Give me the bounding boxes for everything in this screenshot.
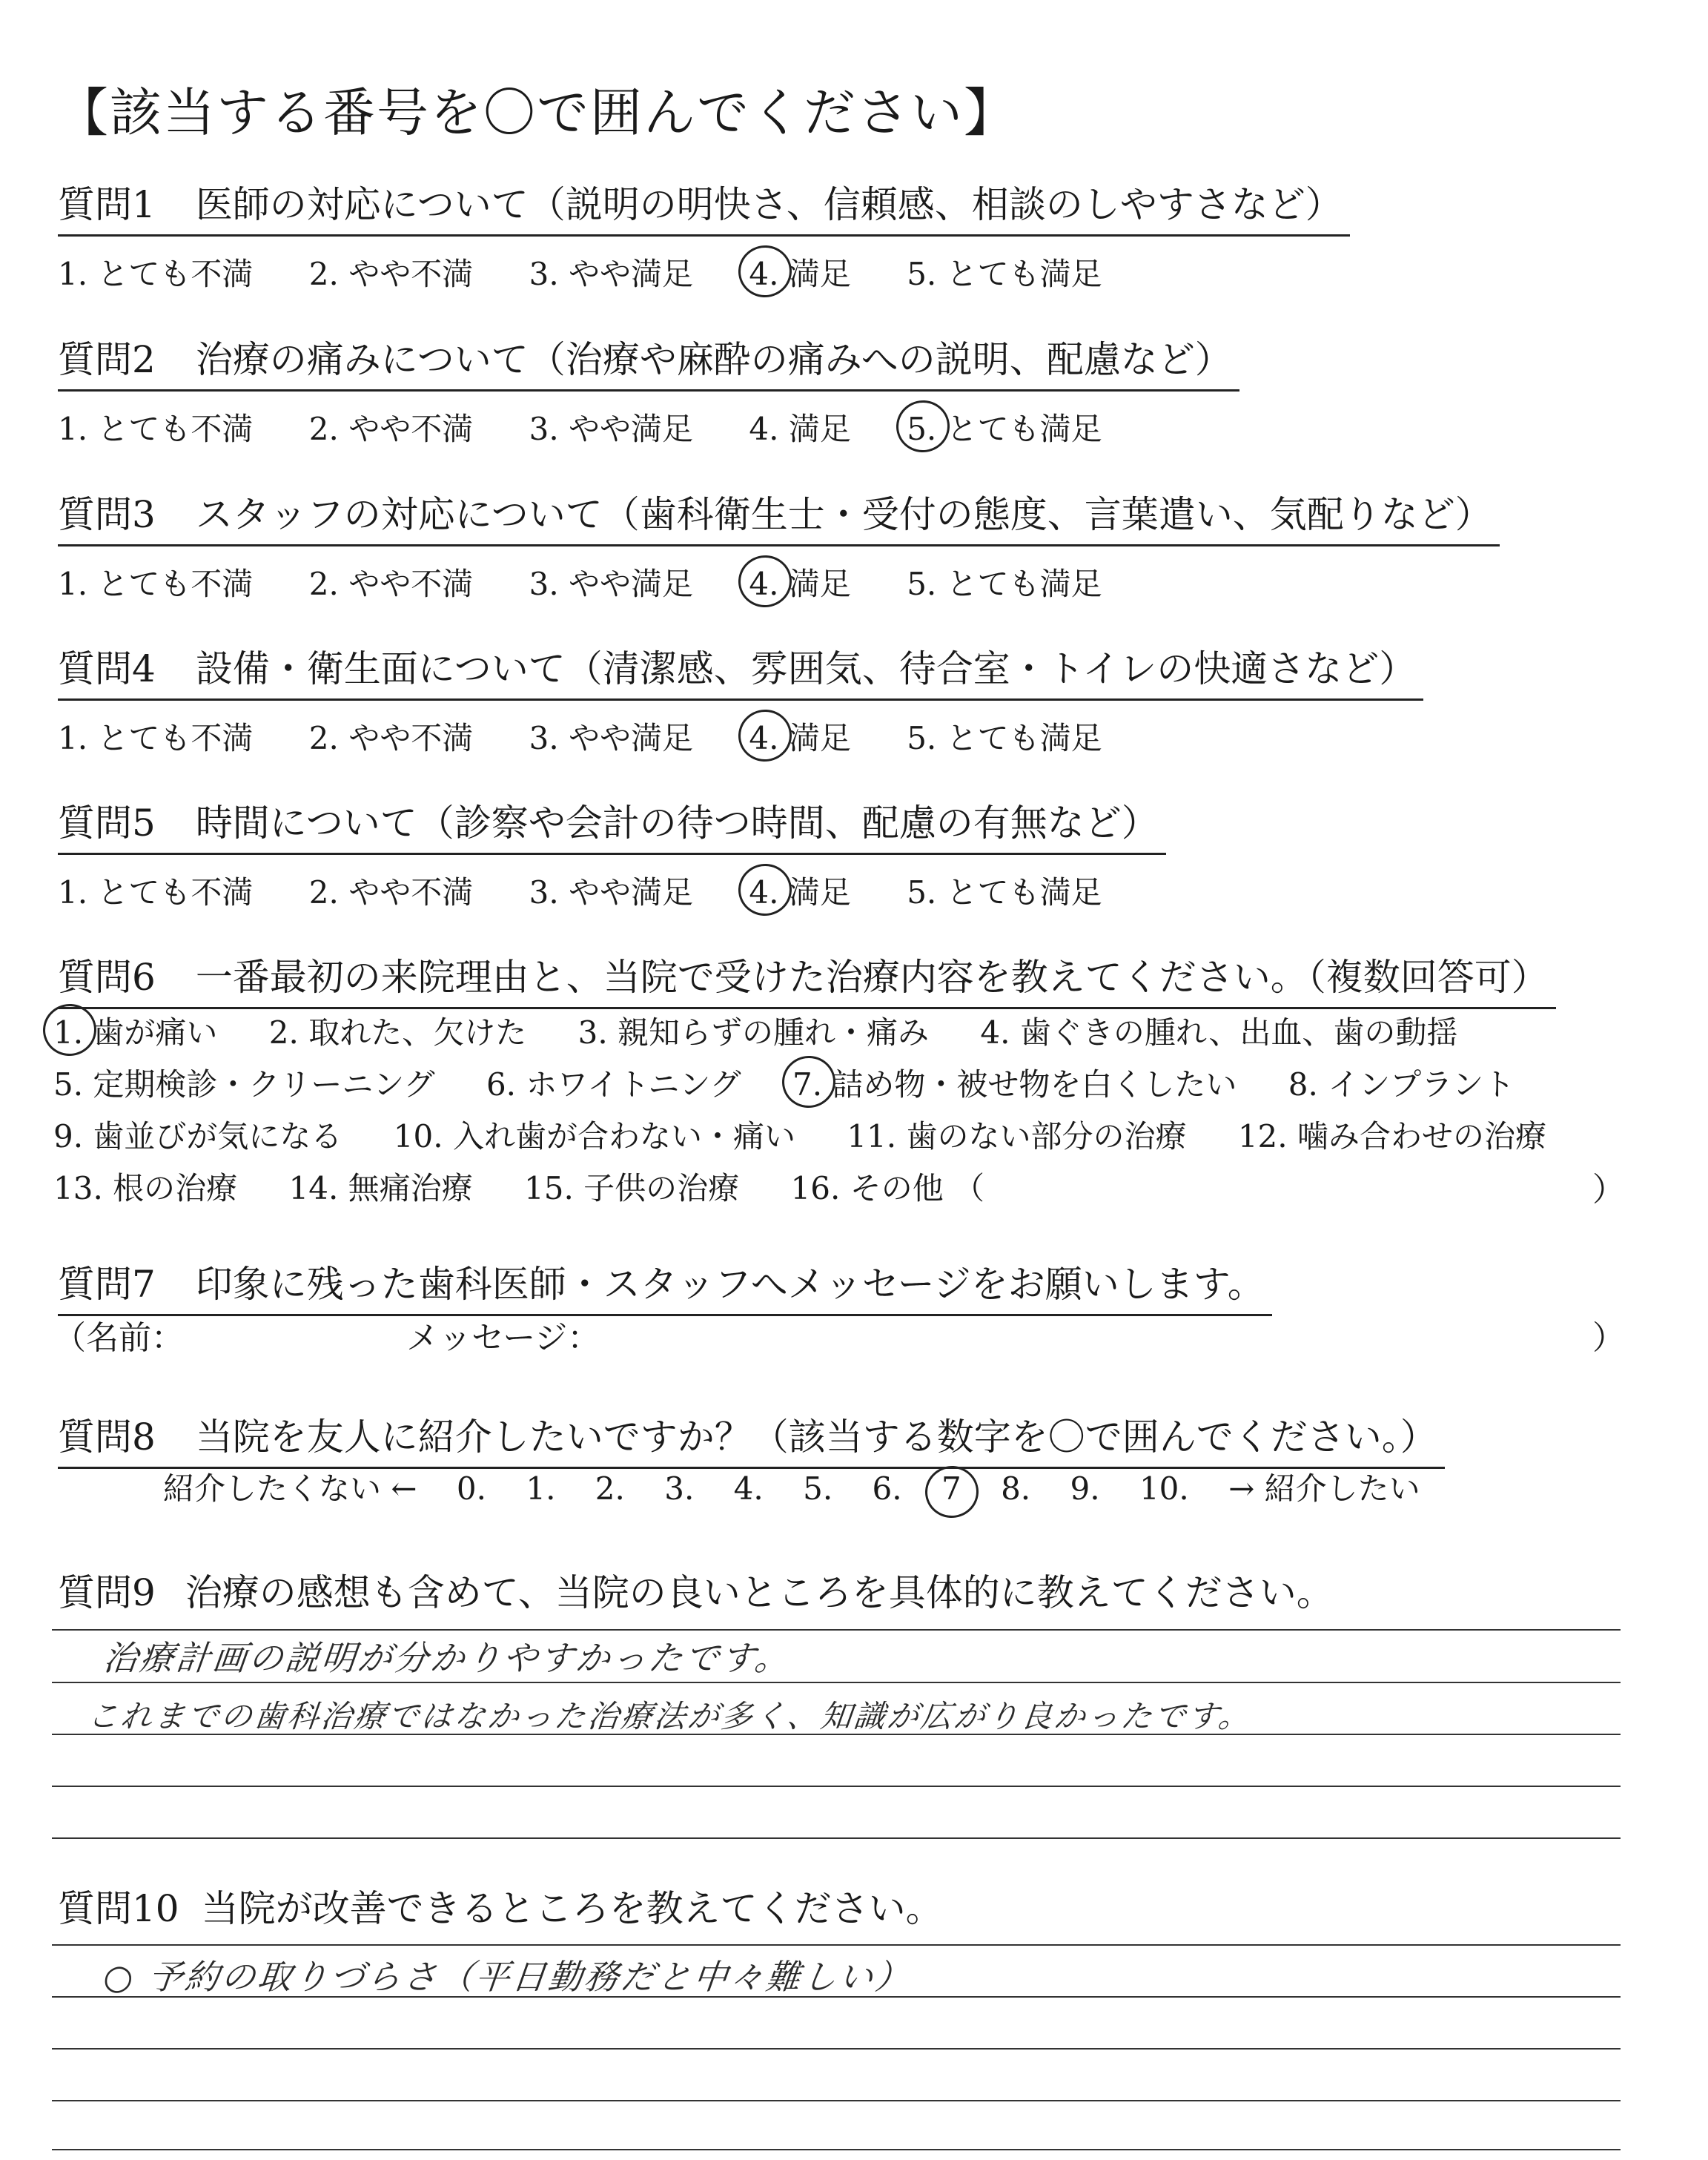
q8-score-0[interactable]: 0. xyxy=(456,1470,486,1507)
q3-option-4: 4. 満足 xyxy=(749,566,851,602)
question-5-number: 質問5 xyxy=(58,802,156,845)
q4-option-3[interactable]: 3. やや満足 xyxy=(529,720,694,756)
q6-reason-11[interactable]: 11. 歯のない部分の治療 xyxy=(847,1118,1187,1155)
question-4 xyxy=(58,639,1423,759)
q5-option-5[interactable]: 5. とても満足 xyxy=(907,874,1102,911)
q1-option-5[interactable]: 5. とても満足 xyxy=(907,256,1102,292)
q4-option-5[interactable]: 5. とても満足 xyxy=(907,720,1102,756)
question-6-title xyxy=(58,948,1556,1009)
q8-score-8[interactable]: 8. xyxy=(1001,1470,1031,1507)
q2-option-5-wrap[interactable] xyxy=(907,405,1102,449)
question-9-text: 治療の感想も含めて、当院の良いところを具体的に教えてください。 xyxy=(185,1571,1334,1614)
q8-score-5[interactable]: 5. xyxy=(803,1470,833,1507)
q6-reason-8[interactable]: 8. インプラント xyxy=(1288,1066,1515,1103)
q2-option-3[interactable]: 3. やや満足 xyxy=(529,411,694,447)
question-2-text: 治療の痛みについて（治療や麻酔の痛みへの説明、配慮など） xyxy=(195,338,1232,381)
q3-option-4-wrap[interactable] xyxy=(749,560,850,604)
answer-line xyxy=(52,1629,1621,1631)
question-4-title xyxy=(58,639,1423,701)
answer-line xyxy=(52,1786,1621,1787)
q5-option-1[interactable]: 1. とても不満 xyxy=(58,874,254,911)
question-3-options xyxy=(58,560,1500,604)
q8-scale xyxy=(163,1464,1450,1509)
q8-score-4[interactable]: 4. xyxy=(733,1470,764,1507)
question-3-text: スタッフの対応について（歯科衛生士・受付の態度、言葉遣い、気配りなど） xyxy=(195,493,1492,536)
question-9-number: 質問9 xyxy=(58,1571,156,1614)
q8-score-10[interactable]: 10. xyxy=(1139,1470,1189,1507)
q2-option-5: 5. とても満足 xyxy=(907,411,1102,447)
q8-right-label: → 紹介したい xyxy=(1228,1470,1420,1507)
q3-option-1[interactable]: 1. とても不満 xyxy=(58,566,254,602)
question-2-options xyxy=(58,405,1239,449)
q8-score-3[interactable]: 3. xyxy=(664,1470,695,1507)
question-7-title xyxy=(58,1255,1272,1316)
q8-score-9[interactable]: 9. xyxy=(1070,1470,1100,1507)
q1-option-1[interactable]: 1. とても不満 xyxy=(58,256,254,292)
q6-reason-15[interactable]: 15. 子供の治療 xyxy=(524,1170,740,1206)
q1-option-4: 4. 満足 xyxy=(749,256,851,292)
question-6-number: 質問6 xyxy=(58,956,156,999)
q6-reason-12[interactable]: 12. 噛み合わせの治療 xyxy=(1237,1118,1546,1155)
q7-name-label: （名前： xyxy=(53,1319,184,1357)
q8-score-6[interactable]: 6. xyxy=(872,1470,902,1507)
q6-row-2 xyxy=(53,1060,1556,1105)
q3-option-5[interactable]: 5. とても満足 xyxy=(907,566,1102,602)
q6-reason-1-wrap[interactable] xyxy=(53,1008,217,1053)
q5-option-2[interactable]: 2. やや不満 xyxy=(308,874,474,911)
question-10-number: 質問10 xyxy=(58,1887,179,1930)
q6-reason-16[interactable]: 16. その他 （ xyxy=(790,1170,985,1206)
q1-option-2[interactable]: 2. やや不満 xyxy=(308,256,474,292)
question-8-text: 当院を友人に紹介したいですか？（該当する数字を〇で囲んでください。） xyxy=(195,1416,1437,1459)
answer-line xyxy=(52,1837,1621,1839)
question-1 xyxy=(58,175,1350,294)
question-9 xyxy=(58,1563,1334,1616)
q6-reason-3[interactable]: 3. 親知らずの腫れ・痛み xyxy=(577,1014,930,1051)
question-1-title xyxy=(58,175,1350,237)
question-5 xyxy=(58,793,1166,913)
q7-closing-paren: ） xyxy=(1592,1319,1625,1357)
question-10-text: 当院が改善できるところを教えてください。 xyxy=(201,1887,943,1930)
q1-option-4-wrap[interactable] xyxy=(749,250,850,294)
question-5-text: 時間について（診察や会計の待つ時間、配慮の有無など） xyxy=(195,802,1159,845)
answer-line xyxy=(52,1682,1621,1683)
q6-other-closing-paren: ） xyxy=(1592,1171,1625,1209)
question-3-title xyxy=(58,485,1500,546)
q5-option-4: 4. 満足 xyxy=(749,874,851,911)
question-2 xyxy=(58,330,1239,449)
question-8-number: 質問8 xyxy=(58,1416,156,1459)
q6-reason-6[interactable]: 6. ホワイトニング xyxy=(486,1066,741,1103)
q4-option-4: 4. 満足 xyxy=(749,720,851,756)
q8-left-label: 紹介したくない ← xyxy=(163,1470,417,1507)
q4-option-4-wrap[interactable] xyxy=(749,714,850,759)
q6-reason-7: 7. 詰め物・被せ物を白くしたい xyxy=(792,1066,1237,1103)
q2-option-1[interactable]: 1. とても不満 xyxy=(58,411,254,447)
q6-row-1 xyxy=(53,1008,1499,1053)
q9-handwritten-line-1: 治療計画の説明が分かりやすかったです。 xyxy=(101,1638,793,1678)
q7-message-label: メッセージ： xyxy=(406,1319,600,1357)
q6-reason-13[interactable]: 13. 根の治療 xyxy=(53,1170,238,1206)
q5-option-3[interactable]: 3. やや満足 xyxy=(529,874,694,911)
answer-line xyxy=(52,2149,1621,2150)
q1-option-3[interactable]: 3. やや満足 xyxy=(529,256,694,292)
question-4-options xyxy=(58,714,1423,759)
answer-line xyxy=(52,2100,1621,2101)
q9-handwritten-line-2: これまでの歯科治療ではなかった治療法が多く、知識が広がり良かったです。 xyxy=(85,1698,1254,1734)
question-4-number: 質問4 xyxy=(58,647,156,690)
answer-line xyxy=(52,2048,1621,2050)
question-7-text: 印象に残った歯科医師・スタッフへメッセージをお願いします。 xyxy=(195,1263,1265,1306)
q8-score-7-wrap[interactable] xyxy=(941,1470,961,1507)
answer-line xyxy=(52,1944,1621,1946)
q3-option-3[interactable]: 3. やや満足 xyxy=(529,566,694,602)
q10-handwritten-line-1: ○ 予約の取りづらさ（平日勤務だと中々難しい） xyxy=(101,1957,914,1997)
q4-option-2[interactable]: 2. やや不満 xyxy=(308,720,474,756)
q6-row-3 xyxy=(53,1112,1588,1157)
q8-score-1[interactable]: 1. xyxy=(526,1470,556,1507)
question-6-text: 一番最初の来院理由と、当院で受けた治療内容を教えてください。（複数回答可） xyxy=(195,956,1549,999)
question-2-number: 質問2 xyxy=(58,338,156,381)
question-3 xyxy=(58,485,1500,604)
q6-reason-1: 1. 歯が痛い xyxy=(53,1014,218,1051)
selected-circle-mark xyxy=(921,1462,982,1521)
page-heading: 【該当する番号を〇で囲んでください】 xyxy=(56,82,1017,143)
q6-row-4 xyxy=(53,1164,1026,1209)
q6-reason-5[interactable]: 5. 定期検診・クリーニング xyxy=(53,1066,435,1103)
q4-option-1[interactable]: 1. とても不満 xyxy=(58,720,254,756)
question-1-options xyxy=(58,250,1350,294)
q6-reason-2[interactable]: 2. 取れた、欠けた xyxy=(268,1014,527,1051)
question-1-text: 医師の対応について（説明の明快さ、信頼感、相談のしやすさなど） xyxy=(195,183,1343,226)
q6-reason-7-wrap[interactable] xyxy=(792,1060,1237,1105)
question-5-options xyxy=(58,868,1166,913)
q7-fields xyxy=(53,1311,600,1358)
q5-option-4-wrap[interactable] xyxy=(749,868,850,913)
question-2-title xyxy=(58,330,1239,392)
question-8 xyxy=(58,1407,1445,1469)
q8-score-2[interactable]: 2. xyxy=(595,1470,625,1507)
q6-reason-10[interactable]: 10. 入れ歯が合わない・痛い xyxy=(393,1118,795,1155)
q3-option-2[interactable]: 2. やや不満 xyxy=(308,566,474,602)
question-10 xyxy=(58,1879,943,1932)
q6-reason-4[interactable]: 4. 歯ぐきの腫れ、出血、歯の動揺 xyxy=(980,1014,1458,1051)
question-4-text: 設備・衛生面について（清潔感、雰囲気、待合室・トイレの快適さなど） xyxy=(195,647,1417,690)
question-6 xyxy=(58,948,1556,1009)
question-5-title xyxy=(58,793,1166,855)
question-7 xyxy=(58,1255,1272,1316)
q8-score-7: 7 xyxy=(941,1470,961,1507)
q2-option-4[interactable]: 4. 満足 xyxy=(749,411,851,447)
q6-reason-14[interactable]: 14. 無痛治療 xyxy=(288,1170,473,1206)
q6-reason-9[interactable]: 9. 歯並びが気になる xyxy=(53,1118,342,1155)
question-8-title xyxy=(58,1407,1445,1469)
question-1-number: 質問1 xyxy=(58,183,156,226)
question-3-number: 質問3 xyxy=(58,493,156,536)
question-7-number: 質問7 xyxy=(58,1263,156,1306)
q2-option-2[interactable]: 2. やや不満 xyxy=(308,411,474,447)
